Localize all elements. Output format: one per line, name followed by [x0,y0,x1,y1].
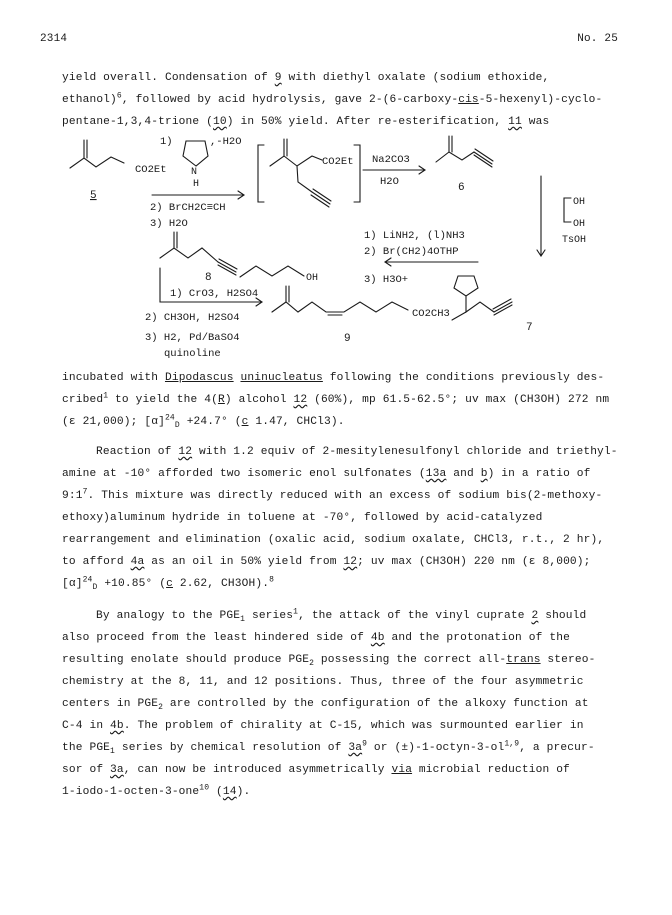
body-line-11: By analogy to the $PGE_1$ series$^1$, the attack of the vinyl cuprate 2 should [96,607,587,625]
step3-reagent: 3) H2O [150,218,188,230]
body-line-17: the $PGE_1$ series by chemical resolution of $3a^9$ or (±)-1-octyn-3-ol$^{1,9}$, a precur- [62,739,595,757]
intermediate-skeleton [270,156,322,166]
body-line-10: $[\alpha]^{24}_D +10.85^\circ$ (c 2.62, CH3OH).$^8$ [62,575,275,593]
body-line-2: cribed$^1$ to yield the 4(R) alcohol 12 (60%), mp 61.5-62.5°; uv max (CH3OH) 272 nm [62,391,610,406]
compound-7-label: 7 [526,322,533,334]
body-line-15: centers in $PGE_2$ are controlled by the configuration of the alkoxy function at [62,698,589,713]
compound-ref: 4b [370,632,385,644]
compound-6-skeleton [436,152,474,162]
esterification: 2) CH3OH, H2SO4 [145,312,240,324]
bracket-left [258,145,264,202]
body-line-19: 1-iodo-1-octen-3-one$^{10}$ (14). [62,783,251,798]
body-line-4: Reaction of 12 with 1.2 equiv of 2-mesitylenesulfonyl chloride and triethyl- [96,446,618,458]
compound-ref: 3a [348,742,363,754]
intro-line-2: ethanol)$^6$, followed by acid hydrolysis, gave 2-(6-carboxy-cis-5-hexenyl)-cyclo- [62,91,603,106]
hydrogenation: 3) H2, Pd/BaSO4 [145,332,240,344]
compound-ref: b [480,468,488,480]
compound-ref: 2 [531,610,539,622]
tosic-acid: TsOH [562,235,587,246]
compound-ref: 12 [293,394,308,406]
compound-5-label: 5 [90,190,97,202]
lindlar-catalyst: quinoline [164,348,221,360]
jones-oxidation: 1) CrO3, H2SO4 [170,288,259,300]
compound-5-ester: CO2Et [135,164,167,176]
bracket-right [354,145,360,202]
body-line-1: incubated with Dipodascus uninucleatus following the conditions previously des- [62,372,605,384]
step2-reagent: 2) BrCH2C≡CH [150,202,226,214]
compound-ref: 12 [343,556,358,568]
compound-8-skeleton [160,248,218,262]
compound-ref: 11 [508,116,522,128]
hydrolysis-step: 3) H3O+ [364,274,409,286]
compound-ref: 12 [178,446,193,458]
minus-water: ,-H2O [210,136,242,148]
issue-number: No. 25 [577,33,618,45]
compound-ref: 3a [110,764,124,776]
intro-line-3: pentane-1,3,4-trione (10) in 50% yield. After re-esterification, 11 was [62,116,550,128]
compound-6-label: 6 [458,182,465,194]
body-line-9: to afford 4a as an oil in 50% yield from 12; uv max (CH3OH) 220 nm (ε 8,000); [62,556,591,568]
water-label: H2O [380,176,399,188]
compound-7-chain [466,296,494,312]
compound-5-skeleton [70,157,124,168]
diol-oh-bottom: OH [573,219,586,230]
compound-ref: 4a [130,556,145,568]
pyrrolidine-ring [183,141,208,166]
diol-oh-top: OH [573,197,586,208]
compound-9-skeleton [272,302,408,312]
body-line-8: rearrangement and elimination (oxalic acid, sodium oxalate, CHCl3, r.t., 2 hr), [62,534,605,546]
body-line-13: resulting enolate should produce $PGE_2$ possessing the correct all-trans stereo- [62,654,596,669]
compound-ref: 14 [222,786,237,798]
linh2-step: 1) LiNH2, (l)NH3 [364,230,465,242]
body-line-16: C-4 in 4b. The problem of chirality at C-15, which was surmounted earlier in [62,720,584,732]
body-line-7: ethoxy)aluminum hydride in toluene at -70°, followed by acid-catalyzed [62,512,543,524]
compound-9-ester: CO2CH3 [412,308,450,320]
compound-8-label: 8 [205,272,212,284]
compound-8-tail [240,266,304,277]
page-number: 2314 [40,33,68,45]
compound-ref: 9 [274,72,282,84]
compound-ref: 4b [110,720,124,732]
propargyl-chain [297,166,312,192]
intermediate-ester: CO2Et [322,156,354,168]
compound-ref: 13a [425,468,447,480]
body-line-6: $9:1^7$. This mixture was directly reduced with an excess of sodium bis(2-methoxy- [62,487,603,502]
intro-line-1: yield overall. Condensation of 9 with diethyl oxalate (sodium ethoxide, [62,72,550,84]
body-line-18: sor of 3a, can now be introduced asymmetrically via microbial reduction of [62,764,570,776]
pyrrolidine-hydrogen: H [193,179,200,190]
body-line-12: also proceed from the least hindered side of 4b and the protonation of the [62,632,570,644]
sodium-carbonate: Na2CO3 [372,154,410,166]
dioxolane-ring [454,276,478,296]
ethylene-glycol-bracket [564,198,571,222]
body-line-3: (ε 21,000); $[\alpha]^{24}_D +24.7^\circ$ (c 1.47, CHCl3). [62,413,345,431]
body-line-14: chemistry at the 8, 11, and 12 positions. Thus, three of the four asymmetric [62,676,584,688]
compound-8-oh: OH [306,273,319,284]
body-line-5: amine at -10° afforded two isomeric enol sulfonates (13a and b) in a ratio of [62,468,591,480]
pyrrolidine-nitrogen: N [191,167,198,178]
step1-number: 1) [160,136,173,148]
compound-9-label: 9 [344,333,351,345]
alkylation-step: 2) Br(CH2)4OTHP [364,246,459,258]
compound-ref: 10 [213,116,227,128]
